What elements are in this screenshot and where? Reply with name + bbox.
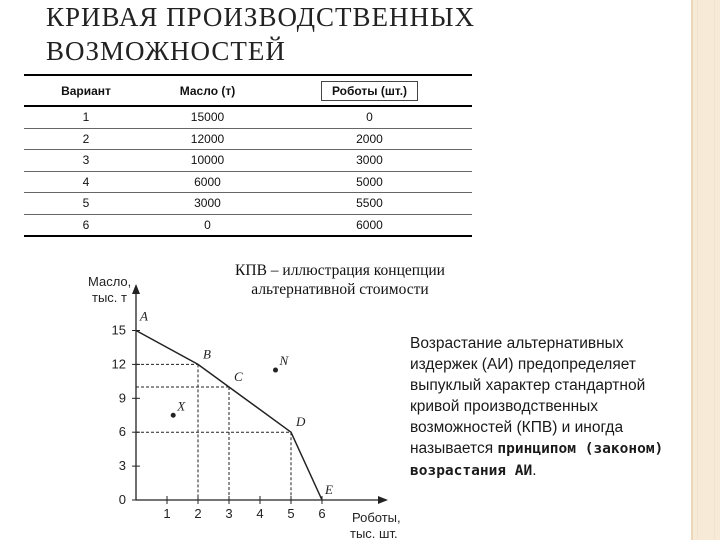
- x-axis-label-line1: Роботы,: [352, 510, 401, 525]
- table-cell: 3000: [267, 150, 472, 172]
- y-tick-label: 3: [118, 458, 126, 474]
- table-cell: 12000: [148, 128, 267, 150]
- x-tick-label: 4: [256, 506, 264, 521]
- table-row: [24, 171, 472, 193]
- point-x: [171, 413, 176, 418]
- point-label-e: E: [325, 482, 333, 497]
- table-cell: 3000: [148, 193, 267, 215]
- explanation-end: .: [532, 462, 537, 479]
- point-label-b: B: [203, 346, 211, 362]
- x-tick-label: 5: [287, 506, 295, 521]
- table-row: [24, 214, 472, 236]
- x-axis-label-line2: тыс. шт.: [350, 526, 398, 540]
- table-cell: 2000: [267, 128, 472, 150]
- y-tick-label: 9: [118, 390, 126, 406]
- point-label-c: C: [234, 369, 243, 384]
- point-label-d: D: [296, 414, 306, 430]
- table-cell: 0: [267, 106, 472, 128]
- table-row: [24, 128, 472, 150]
- table-cell: 5: [24, 193, 148, 215]
- column-header-robots: Роботы (шт.): [267, 75, 472, 106]
- point-label-n: N: [279, 353, 289, 369]
- y-tick-label: 15: [111, 322, 126, 338]
- production-table: [24, 74, 472, 237]
- explanation-text: [410, 333, 685, 482]
- y-axis-label-line1: Масло,: [88, 274, 132, 289]
- y-tick-label: 6: [118, 424, 126, 440]
- table-cell: 4: [24, 171, 148, 193]
- explanation-bold: принципом (законом) возрастания АИ: [410, 441, 664, 479]
- table-row: [24, 193, 472, 215]
- x-tick-label: 6: [318, 506, 326, 521]
- y-tick-label: 12: [111, 356, 126, 372]
- x-tick-label: 3: [225, 506, 233, 521]
- table-cell: 3: [24, 150, 148, 172]
- y-tick-label: 0: [118, 492, 126, 507]
- slide-right-border-stripe: [697, 0, 715, 540]
- ppf-chart: [84, 268, 414, 540]
- point-label-x: X: [177, 398, 186, 414]
- table-cell: 0: [148, 214, 267, 236]
- slide-title: КРИВАЯ ПРОИЗВОДСТВЕННЫХ ВОЗМОЖНОСТЕЙ: [46, 2, 476, 66]
- column-header-butter: Масло (т): [148, 75, 267, 106]
- table-row: [24, 150, 472, 172]
- table-cell: 6: [24, 214, 148, 236]
- table-cell: 10000: [148, 150, 267, 172]
- table-cell: 15000: [148, 106, 267, 128]
- column-header-variant: Вариант: [24, 75, 148, 106]
- table-row: [24, 106, 472, 128]
- table-header-row: [24, 75, 472, 106]
- chart-caption: КПВ – иллюстрация концепции альтернативной стоимости: [235, 262, 445, 298]
- y-axis-arrow: [132, 284, 140, 294]
- table-cell: 1: [24, 106, 148, 128]
- table-cell: 2: [24, 128, 148, 150]
- x-tick-label: 1: [163, 506, 171, 521]
- table-cell: 6000: [267, 214, 472, 236]
- x-tick-label: 2: [194, 506, 202, 521]
- table-cell: 6000: [148, 171, 267, 193]
- x-axis-arrow: [378, 496, 388, 504]
- table-cell: 5500: [267, 193, 472, 215]
- explanation-plain: Возрастание альтернативных издержек (АИ) предопределяет выпуклый характер стандартной кривой производственных возможностей (КПВ) и иногда называется: [410, 335, 646, 457]
- point-label-a: A: [140, 308, 148, 324]
- table-cell: 5000: [267, 171, 472, 193]
- point-n: [273, 368, 278, 373]
- y-axis-label-line2: тыс. т: [92, 290, 127, 305]
